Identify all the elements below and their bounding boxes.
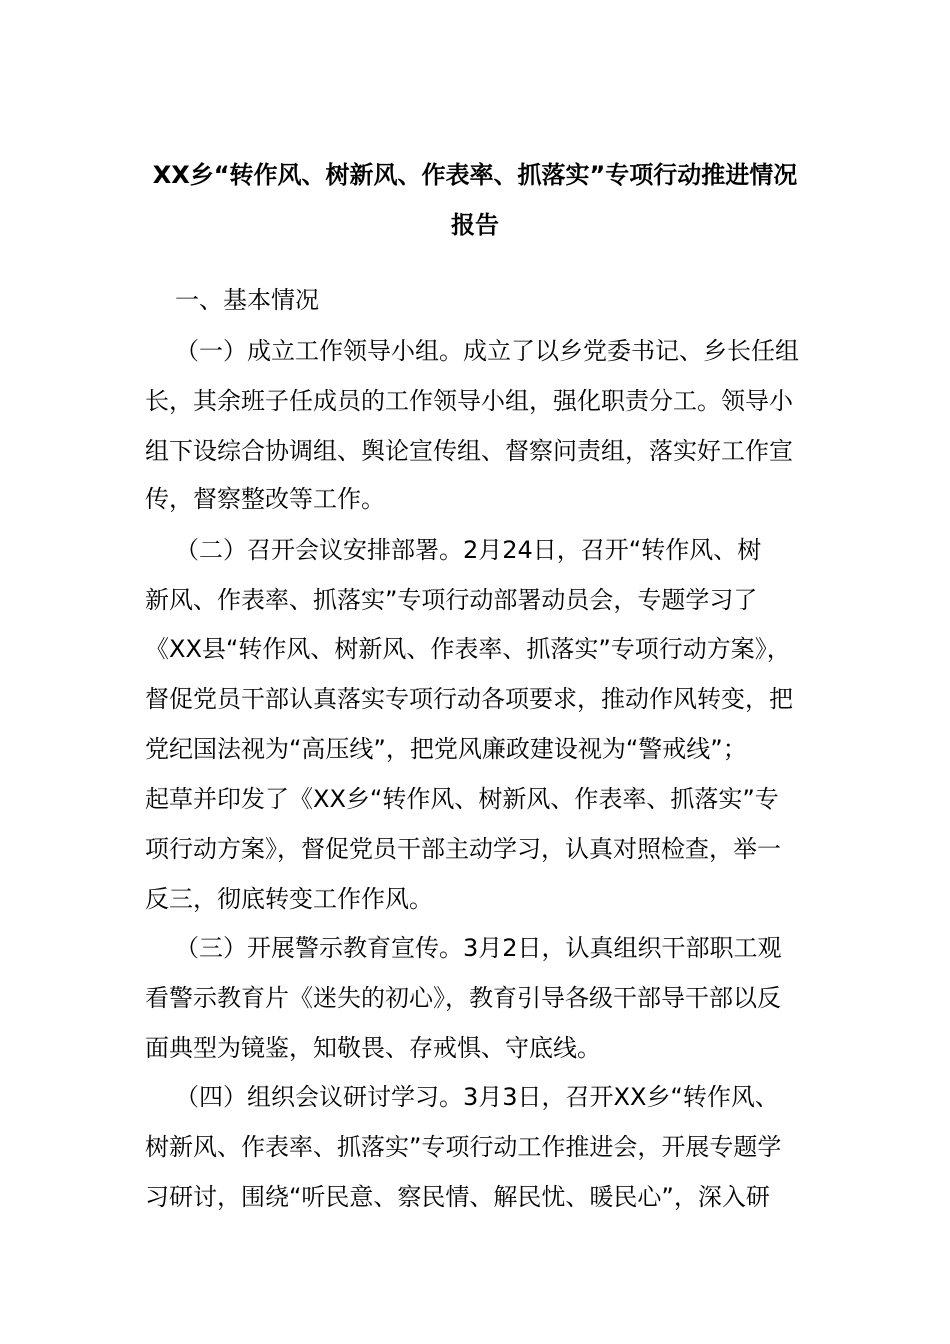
paragraph-line: （四）组织会议研讨学习。3月3日，召开XX乡“转作风、 [175, 1083, 779, 1111]
paragraph-line: 习研讨，围绕“听民意、察民情、解民忧、暖民心”，深入研 [145, 1183, 770, 1211]
paragraph-line: （二）召开会议安排部署。2月24日，召开“转作风、树 [175, 536, 762, 564]
paragraph-line: 新风、作表率、抓落实”专项行动部署动员会，专题学习了 [145, 586, 758, 614]
paragraph-line: 《XX县“转作风、树新风、作表率、抓落实”专项行动方案》， [145, 635, 791, 663]
paragraph-line: 传，督察整改等工作。 [145, 485, 385, 513]
paragraph-line: 起草并印发了《XX乡“转作风、树新风、作表率、抓落实”专 [145, 785, 779, 813]
paragraph-line: 树新风、作表率、抓落实”专项行动工作推进会，开展专题学 [145, 1133, 782, 1161]
paragraph-line: 项行动方案》，督促党员干部主动学习，认真对照检查，举一 [145, 835, 781, 863]
paragraph-line: 督促党员干部认真落实专项行动各项要求，推动作风转变，把 [145, 685, 793, 713]
paragraph-line: 党纪国法视为“高压线”，把党风廉政建设视为“警戒线”； [145, 735, 747, 763]
document-title-line-1: XX乡“转作风、树新风、作表率、抓落实”专项行动推进情况 [152, 161, 798, 189]
paragraph-line: 长，其余班子任成员的工作领导小组，强化职责分工。领导小 [145, 387, 793, 415]
paragraph-line: 组下设综合协调组、舆论宣传组、督察问责组，落实好工作宣 [145, 437, 793, 465]
paragraph-line: 反三，彻底转变工作作风。 [145, 885, 433, 913]
paragraph-line: 面典型为镜鉴，知敬畏、存戒惧、守底线。 [145, 1034, 601, 1062]
document-title-line-2: 报告 [451, 211, 499, 239]
paragraph-line: （三）开展警示教育宣传。3月2日，认真组织干部职工观 [175, 934, 782, 962]
paragraph-line: 看警示教育片《迷失的初心》，教育引导各级干部导干部以反 [145, 984, 781, 1012]
paragraph-line: （一）成立工作领导小组。成立了以乡党委书记、乡长任组 [175, 337, 799, 365]
section-heading: 一、基本情况 [175, 286, 319, 314]
